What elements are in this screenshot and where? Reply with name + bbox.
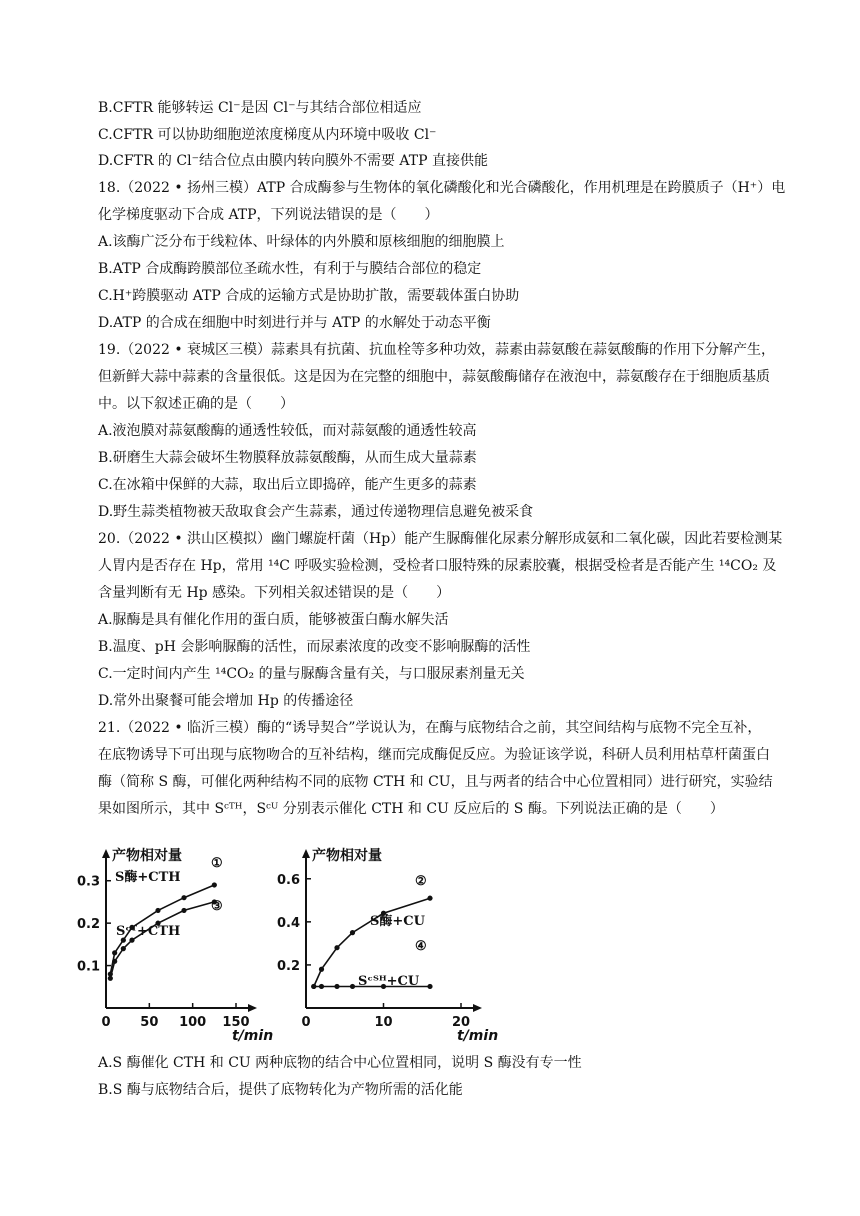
charts-svg [76, 830, 500, 1045]
y-tick-label: 0.1 [76, 959, 100, 975]
y-tick-label: 0.3 [76, 874, 100, 890]
question-19-option-b: B.研磨生大蒜会破坏生物膜释放蒜氨酸酶，从而生成大量蒜素 [98, 450, 477, 466]
question-19-stem-2: 但新鲜大蒜中蒜素的含量很低。这是因为在完整的细胞中，蒜氨酸酶储存在液泡中，蒜氨酸存在于细胞质基质 [98, 369, 770, 385]
question-19-stem-3: 中。以下叙述正确的是（ ） [98, 396, 294, 412]
data-point [112, 950, 117, 955]
question-20-stem-2: 人胃内是否存在 Hp，常用 ¹⁴C 呼吸实验检测，受检者口服特殊的尿素胶囊，根据受检者是否能产生 ¹⁴CO₂ 及 [98, 558, 777, 574]
question-21-stem-4: 果如图所示，其中 Sᶜᵀᴴ，Sᶜᵁ 分别表示催化 CTH 和 CU 反应后的 S 酶。下列说法正确的是（ ） [98, 801, 724, 817]
data-point [350, 984, 355, 989]
data-point [112, 959, 117, 964]
question-21-stem-2: 在底物诱导下可出现与底物吻合的互补结构，继而完成酶促反应。为验证该学说，科研人员利用枯草杆菌蛋白 [98, 747, 770, 763]
x-tick-label: 0 [101, 1015, 111, 1030]
data-point [311, 984, 316, 989]
question-18-option-c: C.H⁺跨膜驱动 ATP 合成的运输方式是协助扩散，需要载体蛋白协助 [98, 288, 520, 304]
x-tick-label: 50 [140, 1015, 159, 1030]
series-marker: ① [211, 856, 223, 871]
question-19-option-c: C.在冰箱中保鲜的大蒜，取出后立即捣碎，能产生更多的蒜素 [98, 477, 477, 493]
x-tick-label: 0 [301, 1015, 311, 1030]
series-label: S酶+CTH [115, 870, 181, 885]
series-marker: ③ [211, 899, 223, 914]
question-20-option-c: C.一定时间内产生 ¹⁴CO₂ 的量与脲酶含量有关，与口服尿素剂量无关 [98, 666, 525, 682]
question-20-option-a: A.脲酶是具有催化作用的蛋白质，能够被蛋白酶水解失活 [98, 612, 449, 628]
x-axis-label: t/min [457, 1028, 499, 1044]
x-axis-arrow [248, 1004, 257, 1012]
question-20-option-b: B.温度、pH 会影响脲酶的活性，而尿素浓度的改变不影响脲酶的活性 [98, 639, 531, 655]
question-18-option-b: B.ATP 合成酶跨膜部位圣疏水性，有利于与膜结合部位的稳定 [98, 261, 482, 277]
x-axis-label: t/min [232, 1028, 274, 1044]
series-label: Sᶜᵁ+CTH [116, 924, 181, 939]
question-19-option-a: A.液泡膜对蒜氨酸酶的通透性较低，而对蒜氨酸的通透性较高 [98, 423, 477, 439]
y-axis-arrow [302, 849, 310, 858]
data-point [319, 967, 324, 972]
data-point [212, 882, 217, 887]
series-label: S酶+CU [370, 914, 425, 929]
option-c-17: C.CFTR 可以协助细胞逆浓度梯度从内环境中吸收 Cl⁻ [98, 127, 437, 143]
question-19-stem-1: 19.（2022 • 衰城区三模）蒜素具有抗菌、抗血栓等多种功效，蒜素由蒜氨酸在蒜氨酸酶的作用下分解产生， [98, 342, 776, 358]
question-20-option-d: D.常外出聚餐可能会增加 Hp 的传播途径 [98, 693, 354, 709]
question-18-stem-2: 化学梯度驱动下合成 ATP，下列说法错误的是（ ） [98, 207, 439, 223]
question-20-stem-3: 含量判断有无 Hp 感染。下列相关叙述错误的是（ ） [98, 585, 451, 601]
question-20-stem-1: 20.（2022 • 洪山区模拟）幽门螺旋杆菌（Hp）能产生脲酶催化尿素分解形成氨和二氧化碳，因此若要检测某 [98, 531, 783, 547]
question-21-option-b: B.S 酶与底物结合后，提供了底物转化为产物所需的活化能 [98, 1082, 463, 1098]
figure-charts [76, 830, 500, 1045]
data-point [121, 946, 126, 951]
y-tick-label: 0.4 [276, 915, 300, 931]
data-point [181, 908, 186, 913]
y-tick-label: 0.2 [276, 958, 300, 974]
option-b-17: B.CFTR 能够转运 Cl⁻是因 Cl⁻与其结合部位相适应 [98, 100, 422, 116]
y-axis-label: 产物相对量 [312, 848, 382, 864]
option-d-17: D.CFTR 的 Cl⁻结合位点由膜内转向膜外不需要 ATP 直接供能 [98, 153, 488, 169]
data-point [334, 984, 339, 989]
data-point [427, 896, 432, 901]
x-tick-label: 20 [451, 1015, 471, 1030]
data-point [427, 984, 432, 989]
question-21-option-a: A.S 酶催化 CTH 和 CU 两种底物的结合中心位置相同，说明 S 酶没有专一性 [98, 1055, 582, 1071]
y-axis-label: 产物相对量 [112, 848, 182, 864]
question-18-option-a: A.该酶广泛分布于线粒体、叶绿体的内外膜和原核细胞的细胞膜上 [98, 234, 505, 250]
data-point [319, 984, 324, 989]
series-label: Sᶜᵀᴴ+CU [358, 974, 420, 989]
question-18-stem-1: 18.（2022 • 扬州三模）ATP 合成酶参与生物体的氧化磷酸化和光合磷酸化，作用机理是在跨膜质子（H⁺）电 [98, 180, 786, 196]
data-point [108, 976, 113, 981]
y-tick-label: 0.2 [76, 917, 100, 933]
question-18-option-d: D.ATP 的合成在细胞中时刻进行并与 ATP 的水解处于动态平衡 [98, 315, 491, 331]
question-21-stem-3: 酶（简称 S 酶，可催化两种结构不同的底物 CTH 和 CU，且与两者的结合中心位置相同）进行研究，实验结 [98, 774, 773, 790]
data-point [350, 930, 355, 935]
x-tick-label: 100 [179, 1015, 207, 1030]
data-point [181, 895, 186, 900]
question-19-option-d: D.野生蒜类植物被天敌取食会产生蒜素，通过传递物理信息避免被采食 [98, 504, 534, 520]
series-marker: ④ [415, 939, 427, 954]
series-marker: ② [415, 874, 427, 889]
y-axis-arrow [102, 849, 110, 858]
data-point [334, 945, 339, 950]
x-tick-label: 150 [222, 1015, 250, 1030]
data-point [155, 908, 160, 913]
x-axis-arrow [473, 1004, 482, 1012]
y-tick-label: 0.6 [276, 872, 300, 888]
x-tick-label: 10 [374, 1015, 393, 1030]
question-21-stem-1: 21.（2022 • 临沂三模）酶的“诱导契合”学说认为，在酶与底物结合之前，其空间结构与底物不完全互补， [98, 720, 762, 736]
